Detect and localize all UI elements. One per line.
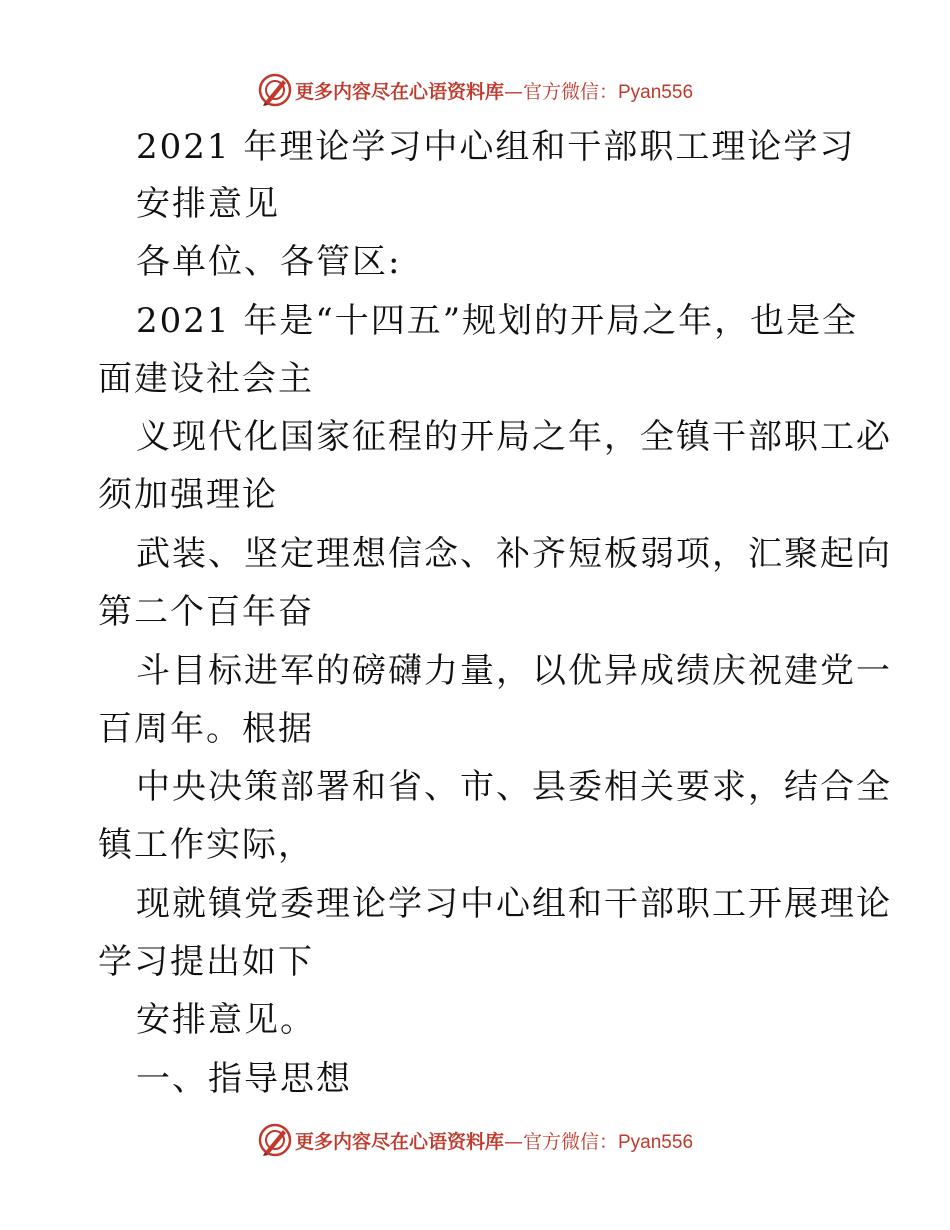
pen-logo-icon	[257, 72, 293, 108]
section-heading: 一、指导思想	[136, 1059, 352, 1099]
salutation: 各单位、各管区:	[136, 242, 402, 282]
paragraph-line: 2021 年是“十四五”规划的开局之年，也是全	[136, 301, 859, 341]
paragraph-line: 现就镇党委理论学习中心组和干部职工开展理论	[136, 884, 892, 924]
paragraph-line: 安排意见。	[136, 1000, 316, 1040]
paragraph-line: 义现代化国家征程的开局之年，全镇干部职工必	[136, 417, 892, 457]
paragraph-line: 须加强理论	[98, 475, 278, 515]
paragraph-line: 斗目标进军的磅礴力量，以优异成绩庆祝建党一	[136, 651, 892, 691]
paragraph-line: 武装、坚定理想信念、补齐短板弱项，汇聚起向	[136, 534, 892, 574]
paragraph-line: 镇工作实际，	[98, 825, 314, 865]
watermark-text: 更多内容尽在心语资料库—官方微信：Pyan556	[294, 80, 694, 103]
header-watermark	[0, 70, 950, 110]
document-title-line-2: 安排意见	[136, 184, 280, 224]
footer-watermark	[0, 1120, 950, 1160]
document-title-line-1: 2021 年理论学习中心组和干部职工理论学习	[136, 127, 856, 167]
pen-logo-icon	[257, 1122, 293, 1158]
paragraph-line: 第二个百年奋	[98, 592, 314, 632]
paragraph-line: 百周年。根据	[98, 709, 314, 749]
paragraph-line: 学习提出如下	[98, 942, 314, 982]
paragraph-line: 面建设社会主	[98, 359, 314, 399]
watermark-text: 更多内容尽在心语资料库—官方微信：Pyan556	[294, 1130, 694, 1153]
paragraph-line: 中央决策部署和省、市、县委相关要求，结合全	[136, 767, 892, 807]
